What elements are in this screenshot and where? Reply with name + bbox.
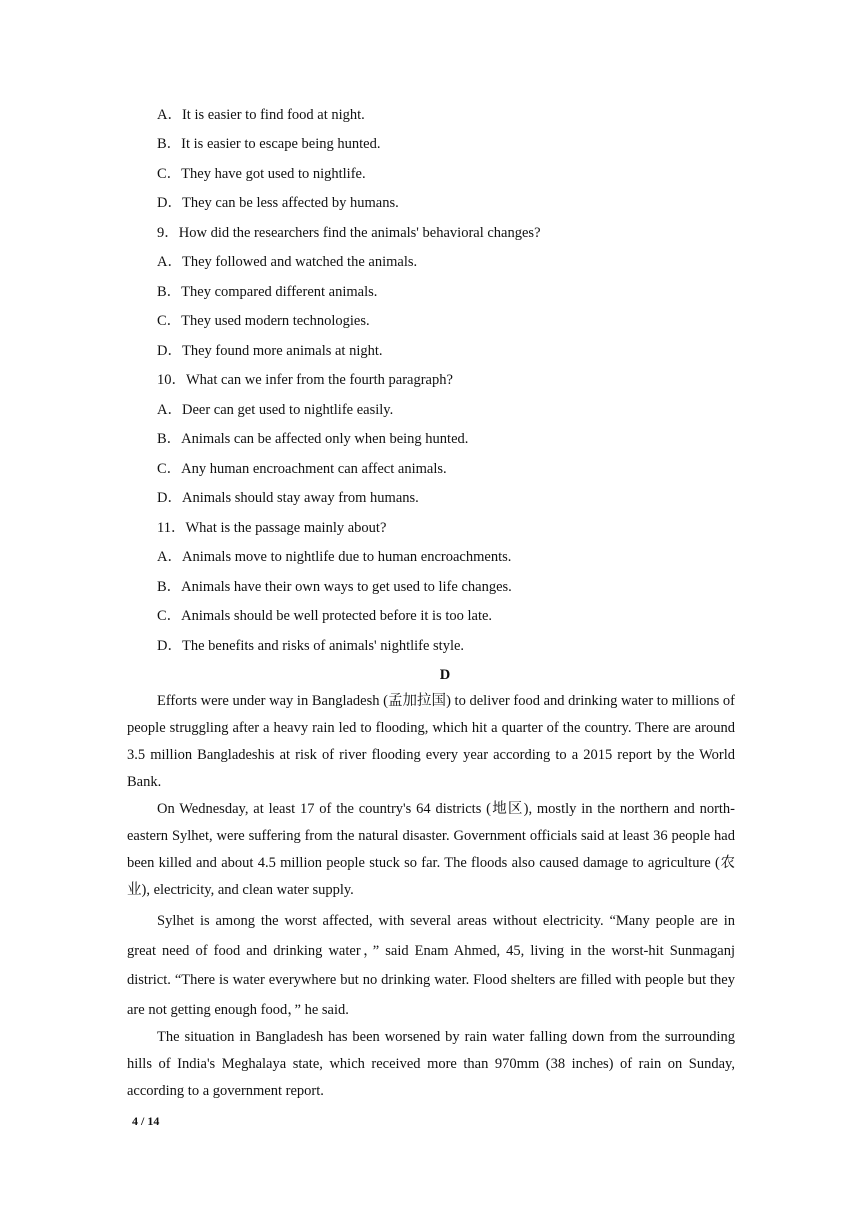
q11-stem: 11．What is the passage mainly about? [157,520,387,536]
section-heading: D [439,667,451,683]
q10-option-a: A．Deer can get used to nightlife easily. [157,402,394,418]
q9-option-d: D．They found more animals at night. [157,343,383,359]
q9-stem: 9．How did the researchers find the animals' behavioral changes? [157,225,541,241]
q11-option-b: B．Animals have their own ways to get used to life changes. [157,579,512,595]
passage-paragraph-1: Efforts were under way in Bangladesh (孟加拉国) to deliver food and drinking water to millions of people struggling after a heavy rain led to flooding, which hit a quarter of the country. There are around 3.5 million Bangladeshis at risk of river flooding every year according to a 2015 report by the World Bank. [127,693,735,790]
q10-option-d: D．Animals should stay away from humans. [157,490,419,506]
q10-option-b: B．Animals can be affected only when being hunted. [157,431,469,447]
q9-option-c: C．They used modern technologies. [157,313,370,329]
q10-option-c: C．Any human encroachment can affect animals. [157,461,447,477]
page-number: 4 / 14 [132,1114,160,1128]
q9-option-a: A．They followed and watched the animals. [157,254,418,270]
q11-option-c: C．Animals should be well protected before it is too late. [157,608,493,624]
q8-option-d: D．They can be less affected by humans. [157,195,399,211]
q8-option-c: C．They have got used to nightlife. [157,166,366,182]
passage-paragraph-4: The situation in Bangladesh has been worsened by rain water falling down from the surrounding hills of India's Meghalaya state, which received more than 970mm (38 inches) of rain on Sunday, according to a government report. [127,1029,735,1099]
q8-option-b: B．It is easier to escape being hunted. [157,136,381,152]
passage-paragraph-3: Sylhet is among the worst affected, with several areas without electricity. “Many people are in great need of food and drinking water，” said Enam Ahmed, 45, living in the worst-hit Sunmaganj district. “There is water everywhere but no drinking water. Flood shelters are filled with people but they are not getting enough food，” he said. [127,913,735,1018]
q11-option-d: D．The benefits and risks of animals' nightlife style. [157,638,465,654]
q8-option-a: A．It is easier to find food at night. [157,107,365,123]
q9-option-b: B．They compared different animals. [157,284,378,300]
q11-option-a: A．Animals move to nightlife due to human encroachments. [157,549,512,565]
q10-stem: 10．What can we infer from the fourth paragraph? [157,372,453,388]
passage-paragraph-2: On Wednesday, at least 17 of the country's 64 districts (地区), mostly in the northern and north-eastern Sylhet, were suffering from the natural disaster. Government officials said at least 36 people had been killed and about 4.5 million people stuck so far. The floods also caused damage to agriculture (农业), electricity, and clean water supply. [127,801,735,898]
